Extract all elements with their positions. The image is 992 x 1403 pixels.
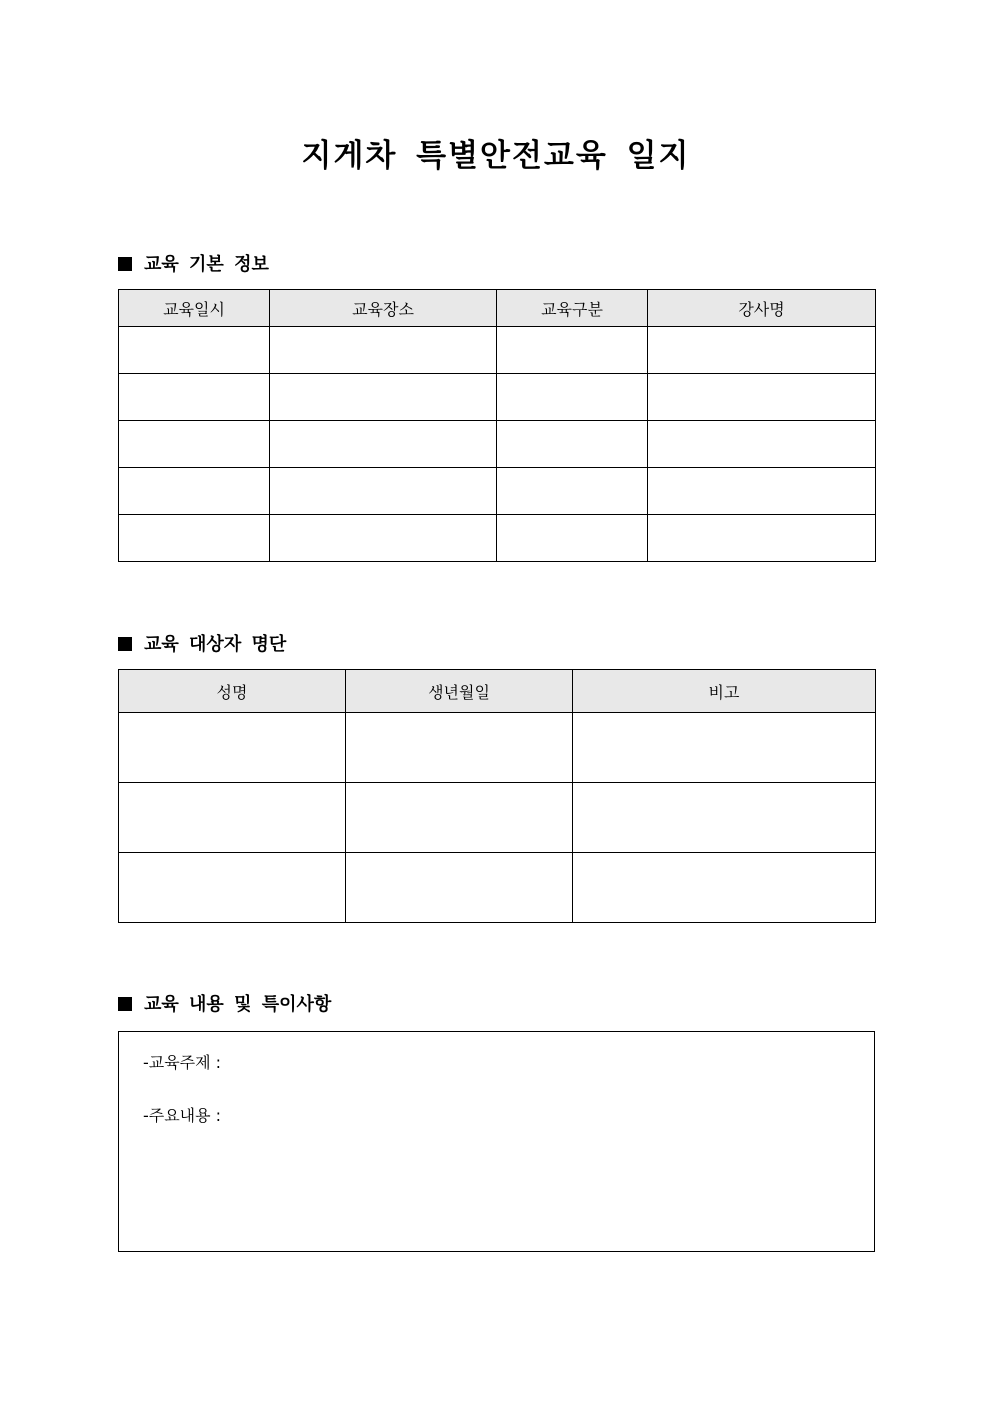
topic-label: -교육주제 : xyxy=(143,1053,222,1072)
table-header-row xyxy=(119,290,876,327)
basic-info-table xyxy=(118,289,876,562)
remarks-cell[interactable] xyxy=(573,713,876,783)
table-row xyxy=(119,468,876,515)
section-heading-label: 교육 내용 및 특이사항 xyxy=(144,994,332,1015)
attendees-table xyxy=(118,669,876,923)
instructor-cell[interactable] xyxy=(648,421,876,468)
name-cell[interactable] xyxy=(119,713,346,783)
category-cell[interactable] xyxy=(497,468,648,515)
location-cell[interactable] xyxy=(270,421,497,468)
column-header-name: 성명 xyxy=(119,670,346,713)
square-bullet-icon xyxy=(118,997,132,1011)
location-cell[interactable] xyxy=(270,468,497,515)
table-row xyxy=(119,713,876,783)
birthdate-cell[interactable] xyxy=(346,853,573,923)
table-header-row xyxy=(119,670,876,713)
column-header-instructor: 강사명 xyxy=(648,290,876,327)
birthdate-cell[interactable] xyxy=(346,783,573,853)
date-cell[interactable] xyxy=(119,421,270,468)
category-cell[interactable] xyxy=(497,374,648,421)
date-cell[interactable] xyxy=(119,515,270,562)
topic-line xyxy=(143,1052,221,1074)
date-cell[interactable] xyxy=(119,468,270,515)
birthdate-cell[interactable] xyxy=(346,713,573,783)
column-header-date: 교육일시 xyxy=(119,290,270,327)
section-heading-label: 교육 기본 정보 xyxy=(144,254,269,275)
section-heading-attendees xyxy=(118,633,286,657)
category-cell[interactable] xyxy=(497,515,648,562)
column-header-remarks: 비고 xyxy=(573,670,876,713)
table-row xyxy=(119,421,876,468)
summary-label: -주요내용 : xyxy=(143,1106,222,1125)
remarks-cell[interactable] xyxy=(573,853,876,923)
section-heading-content xyxy=(118,993,331,1017)
name-cell[interactable] xyxy=(119,853,346,923)
table-row xyxy=(119,515,876,562)
column-header-location: 교육장소 xyxy=(270,290,497,327)
category-cell[interactable] xyxy=(497,421,648,468)
table-row xyxy=(119,783,876,853)
section-heading-label: 교육 대상자 명단 xyxy=(144,634,287,655)
instructor-cell[interactable] xyxy=(648,327,876,374)
column-header-category: 교육구분 xyxy=(497,290,648,327)
location-cell[interactable] xyxy=(270,374,497,421)
instructor-cell[interactable] xyxy=(648,374,876,421)
date-cell[interactable] xyxy=(119,374,270,421)
date-cell[interactable] xyxy=(119,327,270,374)
square-bullet-icon xyxy=(118,257,132,271)
location-cell[interactable] xyxy=(270,327,497,374)
square-bullet-icon xyxy=(118,637,132,651)
column-header-birthdate: 생년월일 xyxy=(346,670,573,713)
table-row xyxy=(119,374,876,421)
location-cell[interactable] xyxy=(270,515,497,562)
document-title: 지게차 특별안전교육 일지 xyxy=(301,138,691,174)
content-box[interactable] xyxy=(118,1031,875,1252)
instructor-cell[interactable] xyxy=(648,515,876,562)
section-heading-basic-info xyxy=(118,253,269,277)
instructor-cell[interactable] xyxy=(648,468,876,515)
table-row xyxy=(119,327,876,374)
remarks-cell[interactable] xyxy=(573,783,876,853)
summary-line xyxy=(143,1105,221,1127)
name-cell[interactable] xyxy=(119,783,346,853)
table-row xyxy=(119,853,876,923)
category-cell[interactable] xyxy=(497,327,648,374)
